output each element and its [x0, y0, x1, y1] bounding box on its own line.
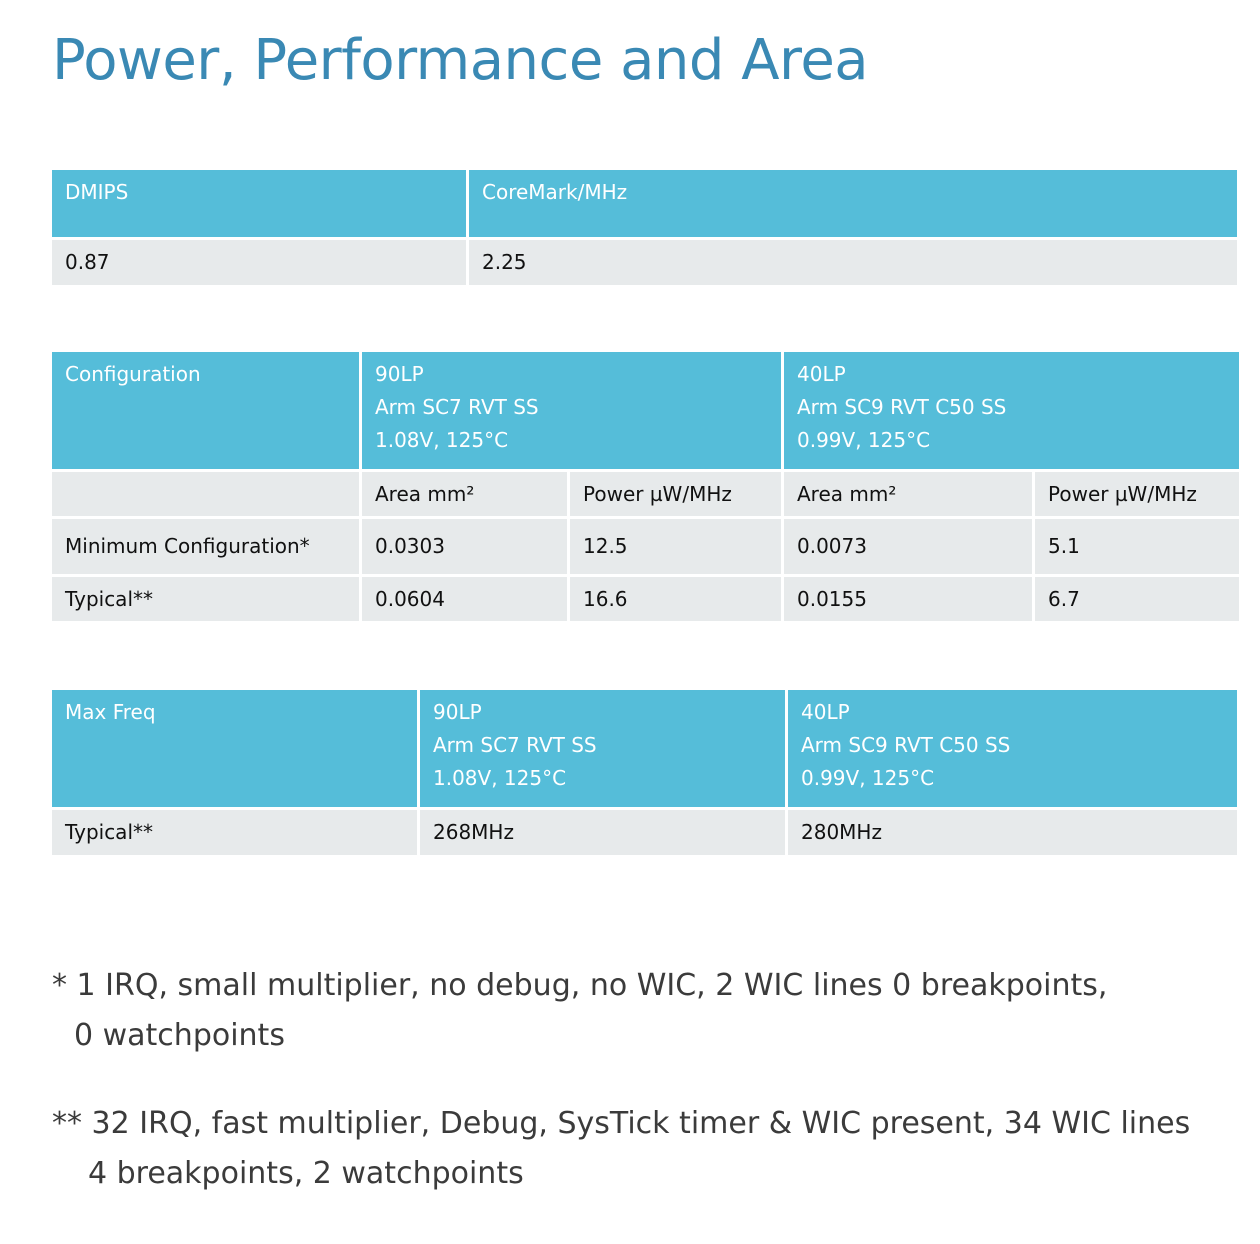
- header-max-freq: [52, 690, 417, 807]
- header-freq-40lp: [788, 690, 1237, 807]
- header-90lp-library: Arm SC7 RVT SS: [375, 395, 539, 419]
- cell-typ-area-40lp: 0.0155: [784, 577, 1032, 621]
- value-dmips: 0.87: [52, 240, 466, 285]
- footnote-1-text: 1 IRQ, small multiplier, no debug, no WIC, 2 WIC lines 0 breakpoints,: [76, 968, 1108, 1003]
- ppa-table: [52, 352, 1239, 621]
- header-40lp-library: Arm SC9 RVT C50 SS: [797, 395, 1007, 419]
- subheader-area-40lp: Area mm²: [784, 472, 1032, 516]
- footnote-typical-config: [52, 1099, 1190, 1199]
- header-freq-40lp-corner: 0.99V, 125°C: [801, 766, 935, 790]
- cell-typ-area-90lp: 0.0604: [362, 577, 567, 621]
- footnote-1-line-1: [52, 961, 1107, 1011]
- header-max-freq-label: Max Freq: [65, 700, 156, 724]
- header-dmips: DMIPS: [52, 170, 466, 237]
- header-40lp-corner: 0.99V, 125°C: [797, 428, 931, 452]
- subheader-area-90lp: Area mm²: [362, 472, 567, 516]
- header-90lp-node: 90LP: [375, 362, 424, 386]
- cell-freq-40lp: 280MHz: [788, 810, 1237, 855]
- cell-typ-power-90lp: 16.6: [570, 577, 781, 621]
- footnote-2-text: 32 IRQ, fast multiplier, Debug, SysTick timer & WIC present, 34 WIC lines: [91, 1106, 1191, 1141]
- value-coremark: 2.25: [469, 240, 1237, 285]
- cell-typ-power-40lp: 6.7: [1035, 577, 1239, 621]
- cell-min-area-40lp: 0.0073: [784, 519, 1032, 574]
- subheader-empty: [52, 472, 359, 516]
- cell-min-power-40lp: 5.1: [1035, 519, 1239, 574]
- header-coremark: CoreMark/MHz: [469, 170, 1237, 237]
- header-40lp: [784, 352, 1239, 469]
- header-freq-40lp-library: Arm SC9 RVT C50 SS: [801, 733, 1011, 757]
- footnote-minimum-config: [52, 961, 1107, 1061]
- cell-min-power-90lp: 12.5: [570, 519, 781, 574]
- header-freq-90lp: [420, 690, 785, 807]
- header-freq-90lp-corner: 1.08V, 125°C: [433, 766, 567, 790]
- footnote-1-mark: *: [52, 968, 67, 1003]
- benchmark-table: [52, 170, 1237, 285]
- header-40lp-node: 40LP: [797, 362, 846, 386]
- footnote-1-line-2: 0 watchpoints: [74, 1018, 285, 1053]
- row-label-typical: Typical**: [52, 577, 359, 621]
- cell-freq-90lp: 268MHz: [420, 810, 785, 855]
- header-configuration: [52, 352, 359, 469]
- header-configuration-label: Configuration: [65, 362, 201, 386]
- row-label-minimum: Minimum Configuration*: [52, 519, 359, 574]
- subheader-power-90lp: Power µW/MHz: [570, 472, 781, 516]
- header-freq-90lp-library: Arm SC7 RVT SS: [433, 733, 597, 757]
- header-90lp: [362, 352, 781, 469]
- footnote-2-line-1: [52, 1099, 1190, 1149]
- max-freq-table: [52, 690, 1237, 855]
- footnote-2-mark: **: [52, 1106, 82, 1141]
- header-freq-90lp-node: 90LP: [433, 700, 482, 724]
- header-90lp-corner: 1.08V, 125°C: [375, 428, 509, 452]
- subheader-power-40lp: Power µW/MHz: [1035, 472, 1239, 516]
- page-title: Power, Performance and Area: [52, 28, 869, 93]
- cell-min-area-90lp: 0.0303: [362, 519, 567, 574]
- row-label-freq-typical: Typical**: [52, 810, 417, 855]
- header-freq-40lp-node: 40LP: [801, 700, 850, 724]
- footnote-2-line-2: 4 breakpoints, 2 watchpoints: [88, 1156, 524, 1191]
